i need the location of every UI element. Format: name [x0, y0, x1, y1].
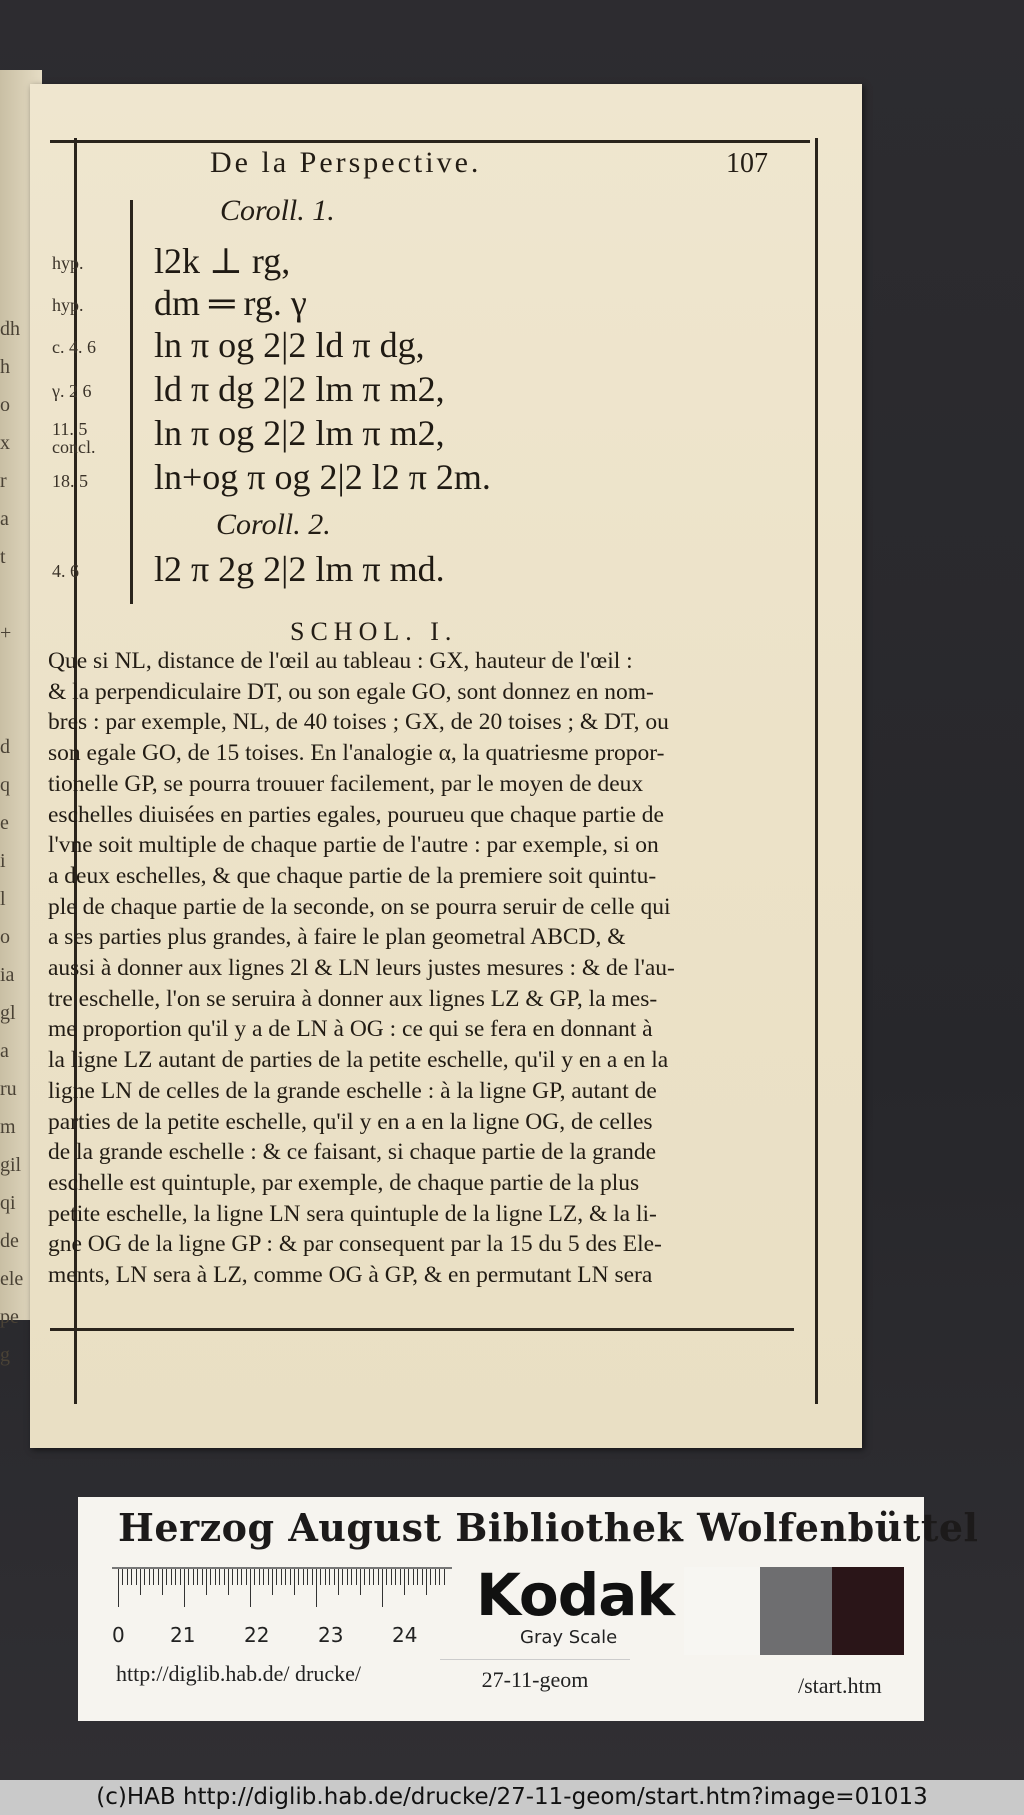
ruler-tick	[219, 1569, 220, 1585]
ruler-tick	[158, 1569, 159, 1585]
ruler-tick	[307, 1569, 308, 1585]
grayscale-label: Gray Scale	[520, 1627, 618, 1648]
ruler-tick	[360, 1569, 361, 1595]
ruler-tick	[422, 1569, 423, 1585]
ruler-tick	[232, 1569, 233, 1585]
ruler-tick	[400, 1569, 401, 1585]
text-line: l'vne soit multiple de chaque partie de l'autre : par exemple, si on	[48, 832, 659, 859]
text-line: son egale GO, de 15 toises. En l'analogie α, la quatriesme propor-	[48, 740, 665, 767]
formula-row: ld π dg 2|2 lm π m2,	[154, 369, 445, 409]
ruler-tick	[329, 1569, 330, 1585]
copyright-footer: (c)HAB http://diglib.hab.de/drucke/27-11-geom/start.htm?image=01013	[0, 1780, 1024, 1815]
ruler-tick	[285, 1569, 286, 1585]
swatch-white	[684, 1567, 760, 1655]
ruler-tick	[404, 1569, 405, 1595]
ruler-tick	[122, 1569, 123, 1585]
ruler-tick	[263, 1569, 264, 1585]
ruler-tick	[127, 1569, 128, 1585]
formula-row: l2 π 2g 2|2 lm π md.	[154, 549, 445, 589]
text-line: eschelles diuisées en parties egales, pourueu que chaque partie de	[48, 801, 664, 828]
ruler-tick	[378, 1569, 379, 1585]
ruler-tick	[356, 1569, 357, 1585]
ruler-tick	[188, 1569, 189, 1585]
ruler-tick	[149, 1569, 150, 1585]
text-line: Que si NL, distance de l'œil au tableau : GX, hauteur de l'œil :	[48, 648, 633, 674]
text-line: me proportion qu'il y a de LN à OG : ce qui se fera en donnant à	[48, 1016, 653, 1043]
ruler-number: 0	[112, 1623, 125, 1647]
text-line: ments, LN sera à LZ, comme OG à GP, & en permutant LN sera	[48, 1262, 653, 1289]
ruler-tick	[281, 1569, 282, 1585]
ruler-tick	[224, 1569, 225, 1585]
text-line: & la perpendiculaire DT, ou son egale GO, sont donnez en nom-	[48, 678, 654, 705]
page-number: 107	[726, 148, 768, 179]
row-label: hyp.	[52, 253, 84, 273]
ruler-tick	[395, 1569, 396, 1585]
ruler	[112, 1567, 452, 1655]
color-target-strip	[78, 1497, 979, 1721]
running-header: De la Perspective.	[210, 146, 482, 179]
text-line: bres : par exemple, NL, de 40 toises ; GX, de 20 toises ; & DT, ou	[48, 709, 669, 736]
footer-rule	[50, 1328, 794, 1331]
reference-label: 27-11-geom	[440, 1659, 630, 1700]
formula-row: ln π og 2|2 ld π dg,	[154, 325, 425, 365]
swatch-gray	[760, 1567, 832, 1655]
ruler-tick	[272, 1569, 273, 1595]
ruler-tick	[193, 1569, 194, 1585]
formula-row: ln+og π og 2|2 l2 π 2m.	[154, 457, 491, 497]
text-line: tre eschelle, l'on se seruira à donner aux lignes LZ & GP, la mes-	[48, 985, 658, 1012]
url-left: http://diglib.hab.de/ drucke/	[116, 1661, 362, 1686]
text-line: la ligne LZ autant de parties de la petite eschelle, qu'il y en a en la	[48, 1047, 669, 1074]
ruler-tick	[391, 1569, 392, 1585]
formula-row: l2k ⊥ rg,	[154, 241, 291, 281]
ruler-tick	[184, 1569, 185, 1607]
text-line: eschelle est quintuple, par exemple, de chaque partie de la plus	[48, 1169, 640, 1196]
ruler-tick	[303, 1569, 304, 1585]
formula-row: ln π og 2|2 lm π m2,	[154, 413, 445, 453]
ruler-tick	[351, 1569, 352, 1585]
ruler-tick	[144, 1569, 145, 1585]
text-line: gne OG de la ligne GP : & par consequent par la 15 du 5 des Ele-	[48, 1231, 662, 1258]
formula-row: dm ═ rg. γ	[154, 283, 307, 323]
text-line: a deux eschelles, & que chaque partie de la premiere soit quintu-	[48, 862, 657, 889]
kodak-logo: Kodak	[476, 1561, 674, 1629]
ruler-tick	[373, 1569, 374, 1585]
ruler-tick	[241, 1569, 242, 1585]
ruler-tick	[386, 1569, 387, 1585]
text-line: aussi à donner aux lignes 2l & LN leurs justes mesures : & de l'au-	[48, 955, 675, 982]
ruler-tick	[171, 1569, 172, 1585]
ruler-tick	[228, 1569, 229, 1595]
ruler-tick	[206, 1569, 207, 1595]
ruler-number: 21	[170, 1623, 196, 1647]
ruler-tick	[316, 1569, 317, 1607]
swatch-black	[832, 1567, 904, 1655]
ruler-tick	[197, 1569, 198, 1585]
ruler-tick	[237, 1569, 238, 1585]
ruler-tick	[166, 1569, 167, 1585]
left-page-fragments: dh h o x r a t + d q e i l o ia gl a ru m gil qi de ele pe g	[0, 318, 24, 1366]
ruler-tick	[250, 1569, 251, 1607]
ruler-tick	[325, 1569, 326, 1585]
ruler-tick	[369, 1569, 370, 1585]
ruler-tick	[435, 1569, 436, 1585]
text-line: petite eschelle, la ligne LN sera quintuple de la ligne LZ, & la li-	[48, 1200, 657, 1227]
ruler-tick	[202, 1569, 203, 1585]
header-rule	[50, 140, 810, 143]
text-line: ple de chaque partie de la seconde, on se pourra seruir de celle qui	[48, 893, 671, 920]
ruler-tick	[439, 1569, 440, 1585]
scholium-body	[48, 646, 788, 1291]
text-line: a ses parties plus grandes, à faire le plan geometral ABCD, &	[48, 924, 626, 951]
ruler-tick	[118, 1569, 119, 1607]
row-label: c. 4. 6	[52, 337, 96, 357]
ruler-tick	[382, 1569, 383, 1607]
ruler-tick	[417, 1569, 418, 1585]
ruler-tick	[347, 1569, 348, 1585]
ruler-tick	[136, 1569, 137, 1585]
text-line: ligne LN de celles de la grande eschelle : à la ligne GP, autant de	[48, 1077, 657, 1104]
ruler-tick	[290, 1569, 291, 1585]
ruler-tick	[210, 1569, 211, 1585]
ruler-tick	[162, 1569, 163, 1595]
ruler-tick	[413, 1569, 414, 1585]
ruler-tick	[294, 1569, 295, 1595]
ruler-tick	[430, 1569, 431, 1585]
ruler-tick	[215, 1569, 216, 1585]
ruler-tick	[320, 1569, 321, 1585]
ruler-tick	[268, 1569, 269, 1585]
ruler-number: 23	[318, 1623, 344, 1647]
ruler-tick	[131, 1569, 132, 1585]
ruler-number: 24	[392, 1623, 418, 1647]
ruler-tick	[444, 1569, 445, 1585]
ruler-number: 22	[244, 1623, 270, 1647]
library-title: Herzog August Bibliothek Wolfenbüttel	[118, 1505, 979, 1550]
ruler-tick	[312, 1569, 313, 1585]
text-line: de la grande eschelle : & ce faisant, si chaque partie de la grande	[48, 1139, 657, 1166]
row-label: 18. 5	[52, 471, 88, 491]
ruler-tick	[254, 1569, 255, 1585]
ruler-tick	[153, 1569, 154, 1585]
coroll-2-title: Coroll. 2.	[216, 508, 331, 541]
row-label: 11. 5 concl.	[52, 419, 96, 457]
ruler-tick	[426, 1569, 427, 1595]
margin-rule	[130, 200, 133, 604]
ruler-tick	[338, 1569, 339, 1595]
coroll-1-title: Coroll. 1.	[220, 194, 335, 227]
row-label: γ. 2 6	[52, 381, 92, 401]
scholium-title: SCHOL. I.	[290, 617, 458, 646]
row-label: 4. 6	[52, 561, 79, 581]
ruler-tick	[408, 1569, 409, 1585]
ruler-tick	[276, 1569, 277, 1585]
ruler-tick	[246, 1569, 247, 1585]
ruler-tick	[140, 1569, 141, 1595]
ruler-tick	[175, 1569, 176, 1585]
ruler-tick	[180, 1569, 181, 1585]
ruler-tick	[298, 1569, 299, 1585]
ruler-tick	[342, 1569, 343, 1585]
text-line: tionelle GP, se pourra trouuer facilement, par le moyen de deux	[48, 770, 644, 797]
text-line: parties de la petite eschelle, qu'il y en a en la ligne OG, de celles	[48, 1108, 653, 1135]
ruler-tick	[334, 1569, 335, 1585]
row-label: hyp.	[52, 295, 84, 315]
url-right: /start.htm	[798, 1673, 882, 1698]
ruler-tick	[364, 1569, 365, 1585]
book-page	[30, 84, 862, 1448]
ruler-tick	[259, 1569, 260, 1585]
